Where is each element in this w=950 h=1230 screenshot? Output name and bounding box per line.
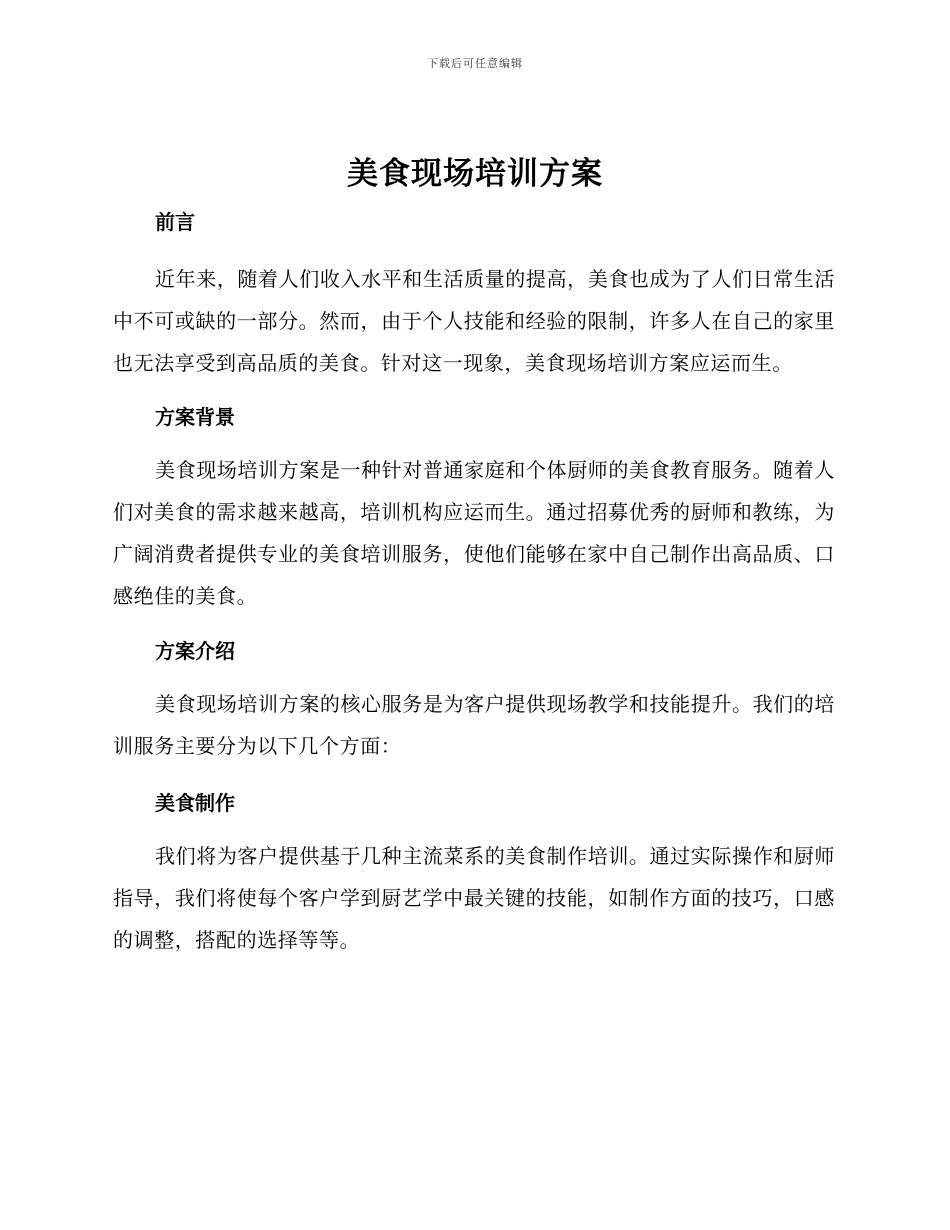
section-heading-preface: 前言 <box>155 210 195 234</box>
page-header-note: 下载后可任意编辑 <box>427 57 523 70</box>
document-title: 美食现场培训方案 <box>347 156 603 192</box>
document-body <box>113 200 835 961</box>
section-paragraph-background: 美食现场培训方案是一种针对普通家庭和个体厨师的美食教育服务。随着人们对美食的需求越来越高，培训机构应运而生。通过招募优秀的厨师和教练，为广阔消费者提供专业的美食培训服务，使他们能够在家中自己制作出高品质、口感绝佳的美食。 <box>113 458 835 608</box>
section-paragraph-food-making: 我们将为客户提供基于几种主流菜系的美食制作培训。通过实际操作和厨师指导，我们将使每个客户学到厨艺学中最关键的技能，如制作方面的技巧，口感的调整，搭配的选择等等。 <box>113 844 835 952</box>
section-heading-food-making: 美食制作 <box>155 791 235 815</box>
section-paragraph-preface: 近年来，随着人们收入水平和生活质量的提高，美食也成为了人们日常生活中不可或缺的一部分。然而，由于个人技能和经验的限制，许多人在自己的家里也无法享受到高品质的美食。针对这一现象，美食现场培训方案应运而生。 <box>113 267 835 375</box>
section-paragraph-introduction: 美食现场培训方案的核心服务是为客户提供现场教学和技能提升。我们的培训服务主要分为以下几个方面： <box>113 692 835 758</box>
section-heading-introduction: 方案介绍 <box>155 639 235 663</box>
section-heading-background: 方案背景 <box>155 405 235 429</box>
